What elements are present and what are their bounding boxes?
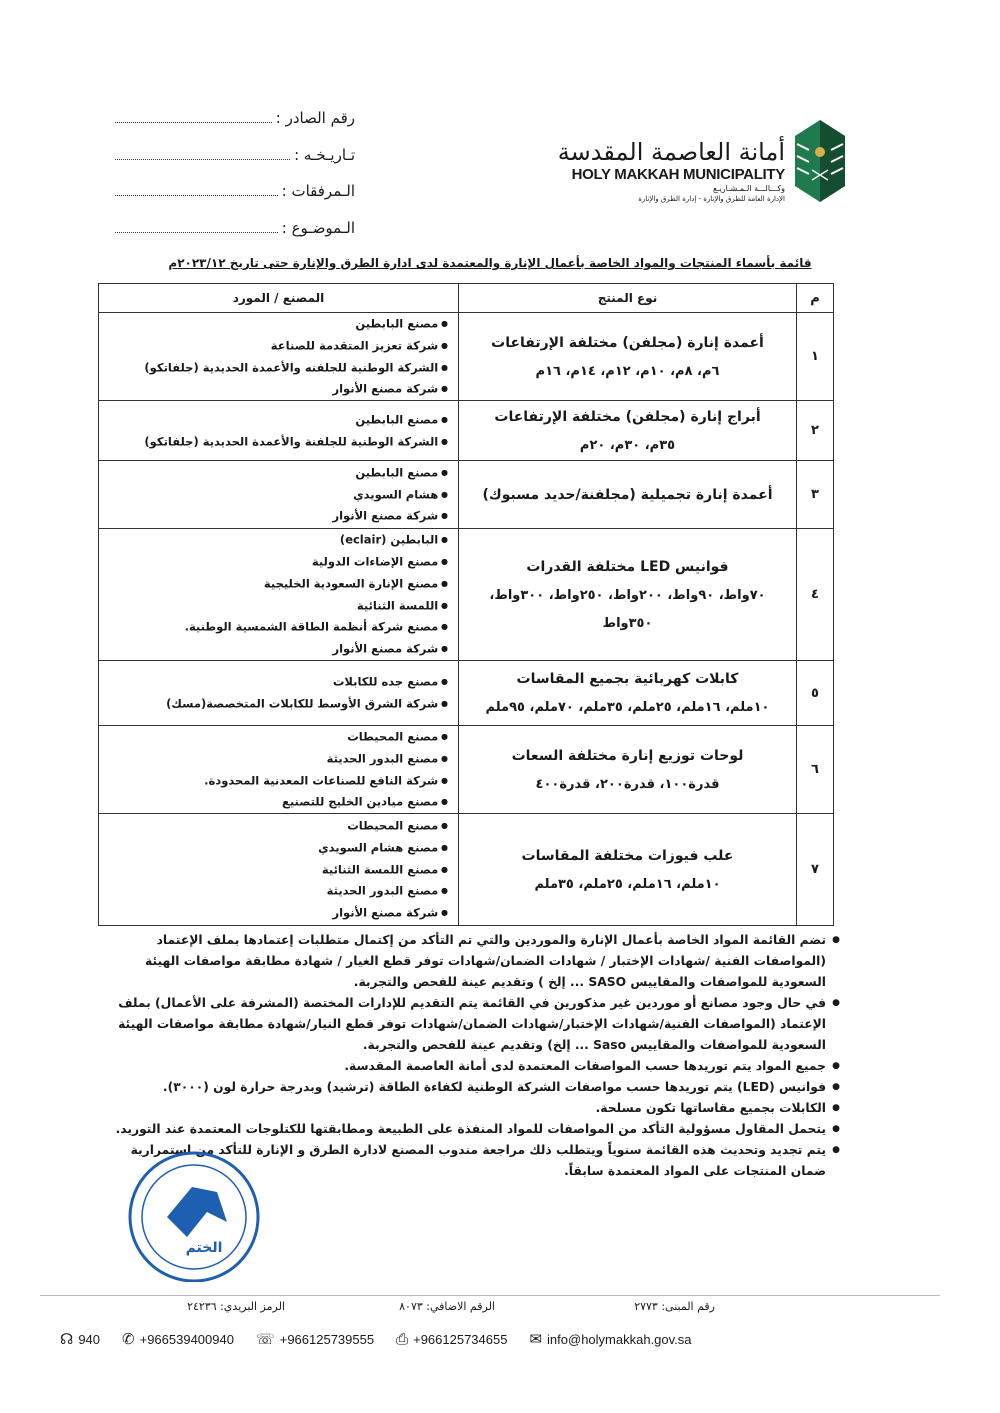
supplier-list (105, 815, 452, 924)
product-name: لوحات توزيع إنارة مختلفة السعات (511, 747, 744, 764)
table-row (99, 726, 834, 814)
supplier-cell (99, 814, 459, 926)
row-number: ٥ (797, 661, 834, 726)
supplier-list (105, 671, 452, 715)
supplier-list (105, 462, 452, 527)
supplier-item: ● شركة مصنع الأنوار (105, 505, 448, 527)
supplier-item: ● شركة مصنع الأنوار (105, 902, 448, 924)
supplier-item: ● البابطين (eclair) (105, 529, 448, 551)
additional-number: الرقم الاضافي: ٨٠٧٣ (399, 1300, 495, 1313)
note-item: ● جميع المواد يتم توريدها حسب المواصفات المعتمدة لدى أمانة العاصمة المقدسة. (95, 1056, 840, 1077)
email-link[interactable]: ✉ info@holymakkah.gov.sa (529, 1331, 692, 1348)
note-item: ● الكابلات بجميع مقاساتها تكون مسلحة. (95, 1098, 840, 1119)
hotline[interactable]: ☊ 940 (60, 1331, 101, 1348)
header-number: م (797, 284, 834, 313)
product-name: أبراج إنارة (مجلفن) مختلفة الإرتفاعات (494, 408, 761, 425)
supplier-list (105, 409, 452, 453)
supplier-item: ● شركة تعزيز المتقدمة للصناعة (105, 335, 448, 357)
product-cell (459, 401, 797, 461)
supplier-item: ● شركة الشرق الأوسط للكابلات المتخصصة(مسك) (105, 693, 448, 715)
supplier-cell (99, 461, 459, 529)
table-row (99, 401, 834, 461)
supplier-list (105, 726, 452, 813)
headset-icon: ☊ (60, 1331, 74, 1348)
outgoing-number-field: رقم الصادر : (115, 100, 355, 137)
supplier-item: ● مصنع المحيطات (105, 815, 448, 837)
note-item: ● يتحمل المقاول مسؤولية التأكد من المواصفات للمواد المنفذة على الطبيعة ومطابقتها للكتلوجات المعتمدة عند التوريد. (95, 1119, 840, 1140)
supplier-item: ● مصنع البدور الحديثة (105, 748, 448, 770)
supplier-item: ● الشركة الوطنية للجلفنة والأعمدة الحديدية (جلفاتكو) (105, 431, 448, 453)
product-spec: قدرة١٠٠، قدرة٢٠٠، قدرة٤٠٠ (535, 776, 720, 792)
supplier-item: ● شركة النافع للصناعات المعدنية المحدودة. (105, 770, 448, 792)
date-field: تـاريـخـه : (115, 137, 355, 174)
supplier-item: ● مصنع الإنارة السعودية الخليجية (105, 573, 448, 595)
supplier-item: ● مصنع البدور الحديثة (105, 880, 448, 902)
row-number: ٢ (797, 401, 834, 461)
approved-products-table (98, 283, 834, 926)
fax-icon: ⎙ (396, 1330, 409, 1348)
supplier-item: ● مصنع البابطين (105, 409, 448, 431)
supplier-cell (99, 661, 459, 726)
document-title: قائمة بأسماء المنتجات والمواد الخاصة بأعمال الإنارة والمعتمدة لدى ادارة الطرق والإنارة حتى تاريخ ٢٠٢٣/١٢م (168, 256, 812, 270)
supplier-item: ● مصنع جده للكابلات (105, 671, 448, 693)
note-item: ● في حال وجود مصانع أو موردين غير مذكورين في القائمة يتم التقديم للإدارات المختصة (المشرفة على الأعمال) بملف الإعتماد (المواصفات الفنية/شهادات الإختبار/شهادات الضمان/شهادات توفر قطع النيار/شهادة مطابقة مواصفات الهيئة السعودية للمواصفات والمقاييس Saso ... إلخ) وتقديم عينة للفحص والتجربة. (95, 993, 840, 1056)
product-spec: ٧٠واط، ٩٠واط، ٢٠٠واط، ٢٥٠واط، ٣٠٠واط، ٣٥٠واط (489, 587, 766, 631)
supplier-list (105, 313, 452, 400)
row-number: ١ (797, 313, 834, 401)
row-number: ٣ (797, 461, 834, 529)
product-spec: ٣٥م، ٣٠م، ٢٠م (579, 437, 676, 453)
municipality-emblem-icon (795, 120, 845, 202)
official-stamp-icon (112, 1142, 277, 1282)
product-name: كابلات كهربائية بجميع المقاسات (516, 671, 739, 687)
supplier-cell (99, 313, 459, 401)
supplier-cell (99, 529, 459, 661)
supplier-item: ● مصنع هشام السويدي (105, 837, 448, 859)
reference-fields (115, 100, 355, 246)
supplier-item: ● شركة مصنع الأنوار (105, 638, 448, 660)
supplier-cell (99, 401, 459, 461)
supplier-item: ● هشام السويدي (105, 484, 448, 506)
product-spec: ٦م، ٨م، ١٠م، ١٢م، ١٤م، ١٦م (535, 363, 720, 379)
supplier-list (105, 529, 452, 660)
phone-number[interactable]: ☏ +966125739555 (255, 1331, 375, 1348)
table-row (99, 461, 834, 529)
product-name: علب فيوزات مختلفة المقاسات (521, 847, 734, 864)
whatsapp-number[interactable]: ✆ +966539400940 (122, 1331, 234, 1348)
table-row (99, 313, 834, 401)
product-cell (459, 661, 797, 726)
product-cell (459, 313, 797, 401)
product-name: فوانيس LED مختلفة القدرات (526, 558, 729, 575)
contact-bar (60, 1330, 692, 1348)
note-item: ● يتم تجديد وتحديث هذه القائمة سنوياً ويتطلب ذلك مراجعة مندوب المصنع لادارة الطرق و الإنارة للتأكد من استمرارية ضمان المنتجات على المواد المعتمدة سابقاً. (95, 1140, 840, 1182)
supplier-item: ● مصنع ميادين الخليج للتصنيع (105, 791, 448, 813)
product-name: أعمدة إنارة تجميلية (مجلفنة/حديد مسبوك) (482, 486, 773, 503)
phone-icon: ☏ (255, 1331, 275, 1348)
svg-text:الختم: الختم (185, 1240, 223, 1256)
supplier-item: ● مصنع الإضاءات الدولية (105, 551, 448, 573)
supplier-item: ● الشركة الوطنية للجلفنه والأعمدة الحديدية (جلفاتكو) (105, 357, 448, 379)
attachments-field: الـمرفقات : (115, 173, 355, 210)
table-row (99, 529, 834, 661)
envelope-icon: ✉ (529, 1331, 543, 1348)
product-spec: ١٠ملم، ١٦ملم، ٢٥ملم، ٣٥ملم، ٧٠ملم، ٩٥ملم (485, 700, 770, 715)
note-item: ● فوانيس (LED) يتم توريدها حسب مواصفات الشركة الوطنية لكفاءة الطاقة (ترشيد) وبدرجة حرارة لون (٣٠٠٠). (95, 1077, 840, 1098)
product-spec: ١٠ملم، ١٦ملم، ٢٥ملم، ٣٥ملم (534, 876, 721, 892)
table-row (99, 661, 834, 726)
subject-field: الـموضـوع : (115, 210, 355, 247)
supplier-item: ● مصنع شركة أنظمة الطاقة الشمسية الوطنية. (105, 616, 448, 638)
row-number: ٦ (797, 726, 834, 814)
whatsapp-icon: ✆ (122, 1331, 135, 1348)
supplier-item: ● مصنع المحيطات (105, 726, 448, 748)
product-name: أعمدة إنارة (مجلفن) مختلفة الإرتفاعات (491, 334, 764, 351)
postal-code: الرمز البريدي: ٢٤٢٣٦ (187, 1300, 285, 1313)
supplier-item: ● مصنع البابطين (105, 462, 448, 484)
supplier-item: ● مصنع البابطين (105, 313, 448, 335)
row-number: ٧ (797, 814, 834, 926)
building-number: رقم المبنى: ٢٧٧٣ (634, 1300, 715, 1313)
product-cell (459, 529, 797, 661)
municipality-logo-text: أمانة العاصمة المقدسة HOLY MAKKAH MUNICIPALITY وكـــالـــة الـمـشـاريـع الإدارة العامة للطرق والإنارة - إدارة الطرق والإنارة (557, 138, 785, 203)
table-header-row (99, 284, 834, 313)
table-row (99, 814, 834, 926)
fax-number[interactable]: ⎙ +966125734655 (396, 1330, 508, 1348)
header-supplier: المصنع / المورد (99, 284, 459, 313)
product-cell (459, 814, 797, 926)
supplier-item: ● اللمسة الثنائية (105, 595, 448, 617)
supplier-cell (99, 726, 459, 814)
product-cell (459, 461, 797, 529)
footer-divider (40, 1295, 940, 1296)
row-number: ٤ (797, 529, 834, 661)
note-item: ● تضم القائمة المواد الخاصة بأعمال الإنارة والموردين والتي تم التأكد من إكتمال متطلبات إعتمادها بملف الإعتماد (المواصفات الفنية /شهادات الإختبار / شهادات الضمان/شهادات توفر قطع الغيار / شهادة مطابقة مواصفات الهيئة السعودية للمواصفات والمقاييس SASO ... إلخ ) وتقديم عينة للفحص والتجربة. (95, 930, 840, 993)
product-cell (459, 726, 797, 814)
supplier-item: ● شركة مصنع الأنوار (105, 378, 448, 400)
header-product-type: نوع المنتج (459, 284, 797, 313)
supplier-item: ● مصنع اللمسة الثنائية (105, 859, 448, 881)
